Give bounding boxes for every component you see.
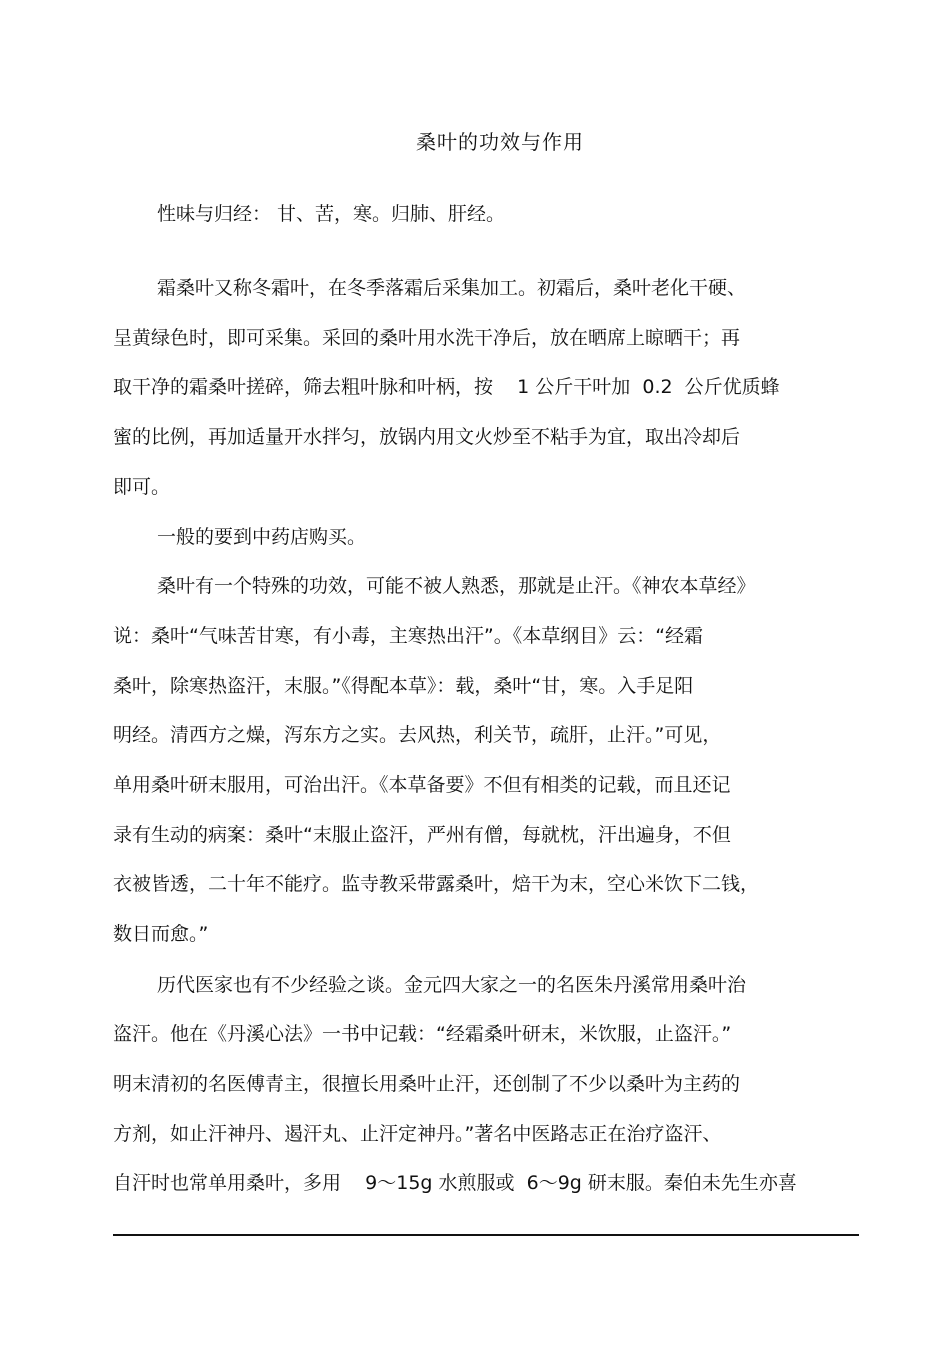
text-line: 明经。清西方之燥，泻东方之实。去风热，利关节，疏肝，止汗。”可见， (113, 724, 722, 746)
text-line: 录有生动的病案：桑叶“末服止盗汗，严州有僧，每就枕，汗出遍身，不但 (113, 824, 731, 846)
text-line: 一般的要到中药店购买。 (157, 526, 367, 548)
text-line: 桑叶，除寒热盗汗，末服。”《得配本草》：载，桑叶“甘，寒。入手足阳 (113, 675, 694, 697)
text-line: 呈黄绿色时，即可采集。采回的桑叶用水洗干净后，放在晒席上晾晒干；再 (113, 327, 741, 349)
text-line: 霜桑叶又称冬霜叶，在冬季落霜后采集加工。初霜后，桑叶老化干硬、 (157, 277, 747, 299)
text-line: 取干净的霜桑叶搓碎，筛去粗叶脉和叶柄，按 1 公斤干叶加 0.2 公斤优质蜂 (113, 376, 780, 398)
text-line: 蜜的比例，再加适量开水拌匀，放锅内用文火炒至不粘手为宜，取出冷却后 (113, 426, 741, 448)
text-line: 历代医家也有不少经验之谈。金元四大家之一的名医朱丹溪常用桑叶治 (157, 974, 747, 996)
text-line: 方剂，如止汗神丹、遏汗丸、止汗定神丹。”著名中医路志正在治疗盗汗、 (113, 1123, 722, 1145)
text-line: 说：桑叶“气味苦甘寒，有小毒，主寒热出汗”。《本草纲目》云：“经霜 (113, 625, 704, 647)
text-line: 桑叶有一个特殊的功效，可能不被人熟悉，那就是止汗。《神农本草经》 (157, 575, 756, 597)
text-line: 盗汗。他在《丹溪心法》一书中记载：“经霜桑叶研末，米饮服，止盗汗。” (113, 1023, 732, 1045)
text-line: 明末清初的名医傅青主，很擅长用桑叶止汗，还创制了不少以桑叶为主药的 (113, 1073, 741, 1095)
text-line: 即可。 (113, 476, 171, 498)
text-line: 数日而愈。” (113, 923, 209, 945)
text-line: 性味与归经： 甘、苦，寒。归肺、肝经。 (157, 203, 506, 225)
document-title: 桑叶的功效与作用 (416, 130, 584, 154)
text-line: 衣被皆透，二十年不能疗。监寺教采带露桑叶，焙干为末，空心米饮下二钱， (113, 873, 760, 895)
text-line: 单用桑叶研末服用，可治出汗。《本草备要》不但有相类的记载，而且还记 (113, 774, 731, 796)
text-line: 自汗时也常单用桑叶，多用 9～15g 水煎服或 6～9g 研末服。秦伯未先生亦喜 (113, 1172, 797, 1194)
footer-divider (113, 1234, 859, 1236)
